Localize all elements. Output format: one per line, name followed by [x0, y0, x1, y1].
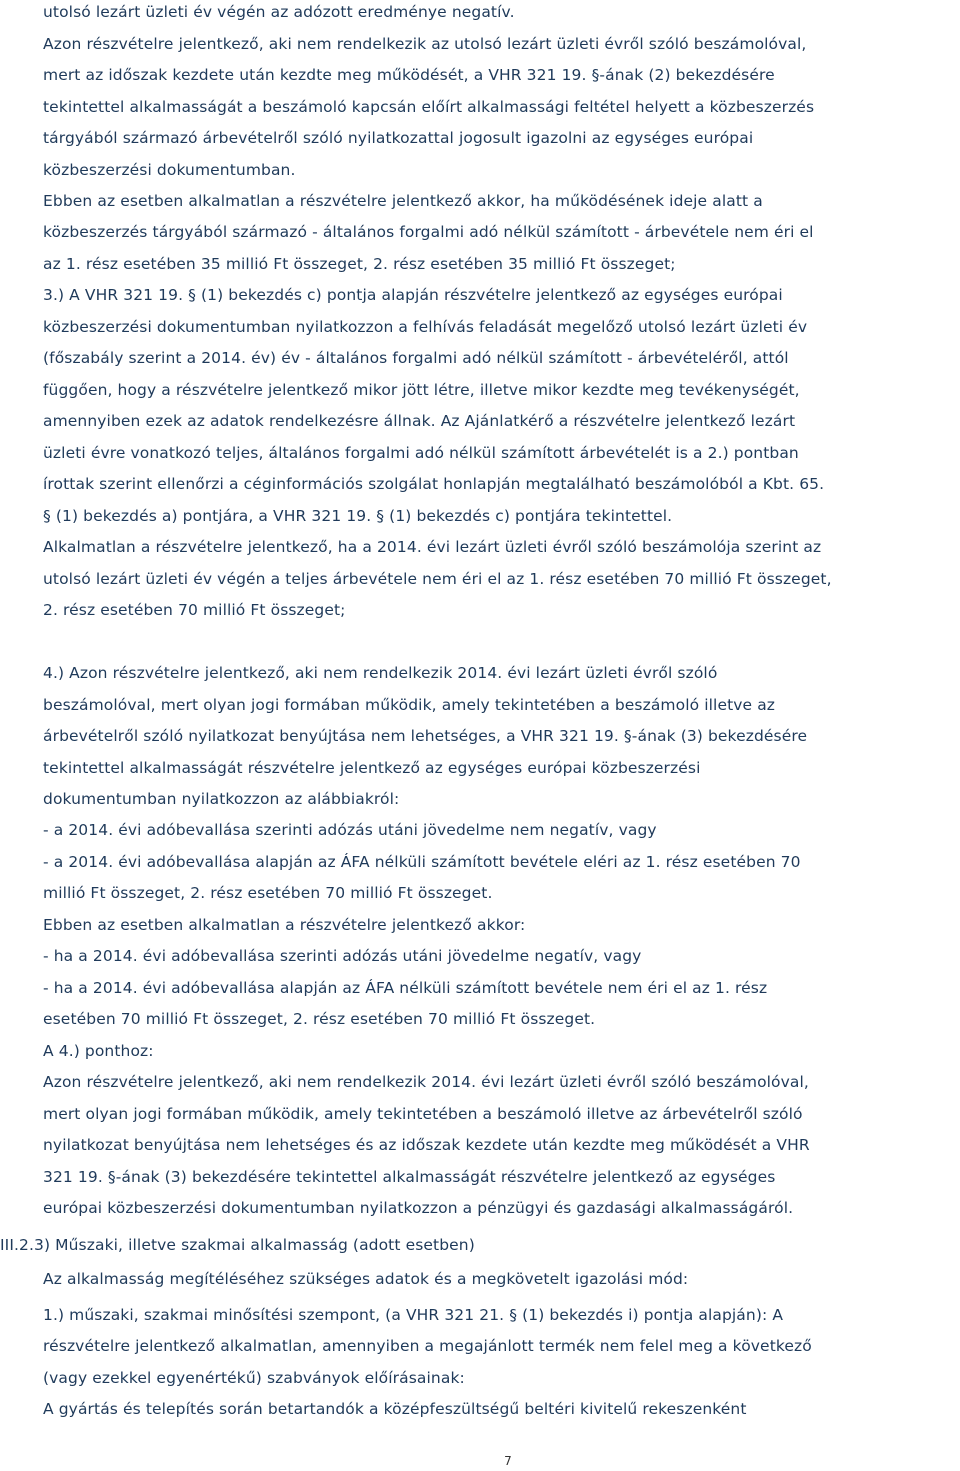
text-line: mert az időszak kezdete után kezdte meg működését, a VHR 321 19. §-ának (2) bekezdésére [43, 66, 775, 84]
text-line: függően, hogy a részvételre jelentkező mikor jött létre, illetve mikor kezdte meg tevékenységét, [43, 381, 800, 399]
text-line: tárgyából származó árbevételről szóló nyilatkozattal jogosult igazolni az egységes európai [43, 129, 754, 147]
page-number: 7 [504, 1454, 512, 1468]
text-line: írottak szerint ellenőrzi a céginformációs szolgálat honlapján megtalálható beszámolóból a Kbt. 65. [43, 475, 825, 493]
text-line: közbeszerzési dokumentumban nyilatkozzon a felhívás feladását megelőző utolsó lezárt üzleti év [43, 318, 808, 336]
text-line: tekintettel alkalmasságát részvételre jelentkező az egységes európai közbeszerzési [43, 759, 701, 777]
text-line: árbevételről szóló nyilatkozat benyújtása nem lehetséges, a VHR 321 19. §-ának (3) bekezdésére [43, 727, 808, 745]
text-line: dokumentumban nyilatkozzon az alábbiakról: [43, 790, 400, 808]
text-line: millió Ft összeget, 2. rész esetében 70 millió Ft összeget. [43, 884, 493, 902]
text-line: A gyártás és telepítés során betartandók a középfeszültségű beltéri kivitelű rekeszenként [43, 1400, 747, 1418]
text-line: 321 19. §-ának (3) bekezdésére tekintettel alkalmasságát részvételre jelentkező az egységes [43, 1168, 776, 1186]
section-heading: III.2.3) Műszaki, illetve szakmai alkalmasság (adott esetben) [0, 1236, 475, 1254]
text-line: 2. rész esetében 70 millió Ft összeget; [43, 601, 346, 619]
text-line: Azon részvételre jelentkező, aki nem rendelkezik az utolsó lezárt üzleti évről szóló beszámolóval, [43, 35, 807, 53]
text-line: (főszabály szerint a 2014. év) év - általános forgalmi adó nélkül számított - árbevételéről, attól [43, 349, 789, 367]
text-line: utolsó lezárt üzleti év végén az adózott eredménye negatív. [43, 3, 515, 21]
text-line: 1.) műszaki, szakmai minősítési szempont, (a VHR 321 21. § (1) bekezdés i) pontja alapján): A [43, 1306, 784, 1324]
text-line: közbeszerzési dokumentumban. [43, 161, 296, 179]
text-line: Ebben az esetben alkalmatlan a részvételre jelentkező akkor, ha működésének ideje alatt a [43, 192, 763, 210]
text-line: részvételre jelentkező alkalmatlan, amennyiben a megajánlott termék nem felel meg a következő [43, 1337, 812, 1355]
text-line: - a 2014. évi adóbevallása szerinti adózás utáni jövedelme nem negatív, vagy [43, 821, 657, 839]
text-line: 3.) A VHR 321 19. § (1) bekezdés c) pontja alapján részvételre jelentkező az egységes európai [43, 286, 783, 304]
text-line: - ha a 2014. évi adóbevallása alapján az ÁFA nélküli számított bevétele nem éri el az 1. rész [43, 979, 768, 997]
text-line: mert olyan jogi formában működik, amely tekintetében a beszámoló illetve az árbevételről szóló [43, 1105, 803, 1123]
text-line: (vagy ezekkel egyenértékű) szabványok előírásainak: [43, 1369, 465, 1387]
text-line: amennyiben ezek az adatok rendelkezésre állnak. Az Ajánlatkérő a részvételre jelentkező lezárt [43, 412, 796, 430]
text-line: 4.) Azon részvételre jelentkező, aki nem rendelkezik 2014. évi lezárt üzleti évről szóló [43, 664, 718, 682]
text-line: üzleti évre vonatkozó teljes, általános forgalmi adó nélkül számított árbevételét is a 2.) pontban [43, 444, 799, 462]
text-line: - a 2014. évi adóbevallása alapján az ÁFA nélküli számított bevétele eléri az 1. rész esetében 70 [43, 853, 801, 871]
text-line: Ebben az esetben alkalmatlan a részvételre jelentkező akkor: [43, 916, 526, 934]
text-line: esetében 70 millió Ft összeget, 2. rész esetében 70 millió Ft összeget. [43, 1010, 596, 1028]
text-line: tekintettel alkalmasságát a beszámoló kapcsán előírt alkalmassági feltétel helyett a közbeszerzés [43, 98, 815, 116]
text-line: közbeszerzés tárgyából származó - általános forgalmi adó nélkül számított - árbevétele nem éri el [43, 223, 814, 241]
text-line: európai közbeszerzési dokumentumban nyilatkozzon a pénzügyi és gazdasági alkalmasságáról. [43, 1199, 794, 1217]
text-line: § (1) bekezdés a) pontjára, a VHR 321 19. § (1) bekezdés c) pontjára tekintettel. [43, 507, 673, 525]
text-line: Alkalmatlan a részvételre jelentkező, ha a 2014. évi lezárt üzleti évről szóló beszámolója szerint az [43, 538, 822, 556]
text-line: - ha a 2014. évi adóbevallása szerinti adózás utáni jövedelme negatív, vagy [43, 947, 642, 965]
text-line: nyilatkozat benyújtása nem lehetséges és az időszak kezdete után kezdte meg működését a VHR [43, 1136, 810, 1154]
text-line: A 4.) ponthoz: [43, 1042, 154, 1060]
text-line: utolsó lezárt üzleti év végén a teljes árbevétele nem éri el az 1. rész esetében 70 millió Ft összeget, [43, 570, 832, 588]
text-line: Az alkalmasság megítéléséhez szükséges adatok és a megkövetelt igazolási mód: [43, 1270, 689, 1288]
text-line: beszámolóval, mert olyan jogi formában működik, amely tekintetében a beszámoló illetve az [43, 696, 776, 714]
text-line: az 1. rész esetében 35 millió Ft összeget, 2. rész esetében 35 millió Ft összeget; [43, 255, 676, 273]
text-line: Azon részvételre jelentkező, aki nem rendelkezik 2014. évi lezárt üzleti évről szóló beszámolóval, [43, 1073, 809, 1091]
